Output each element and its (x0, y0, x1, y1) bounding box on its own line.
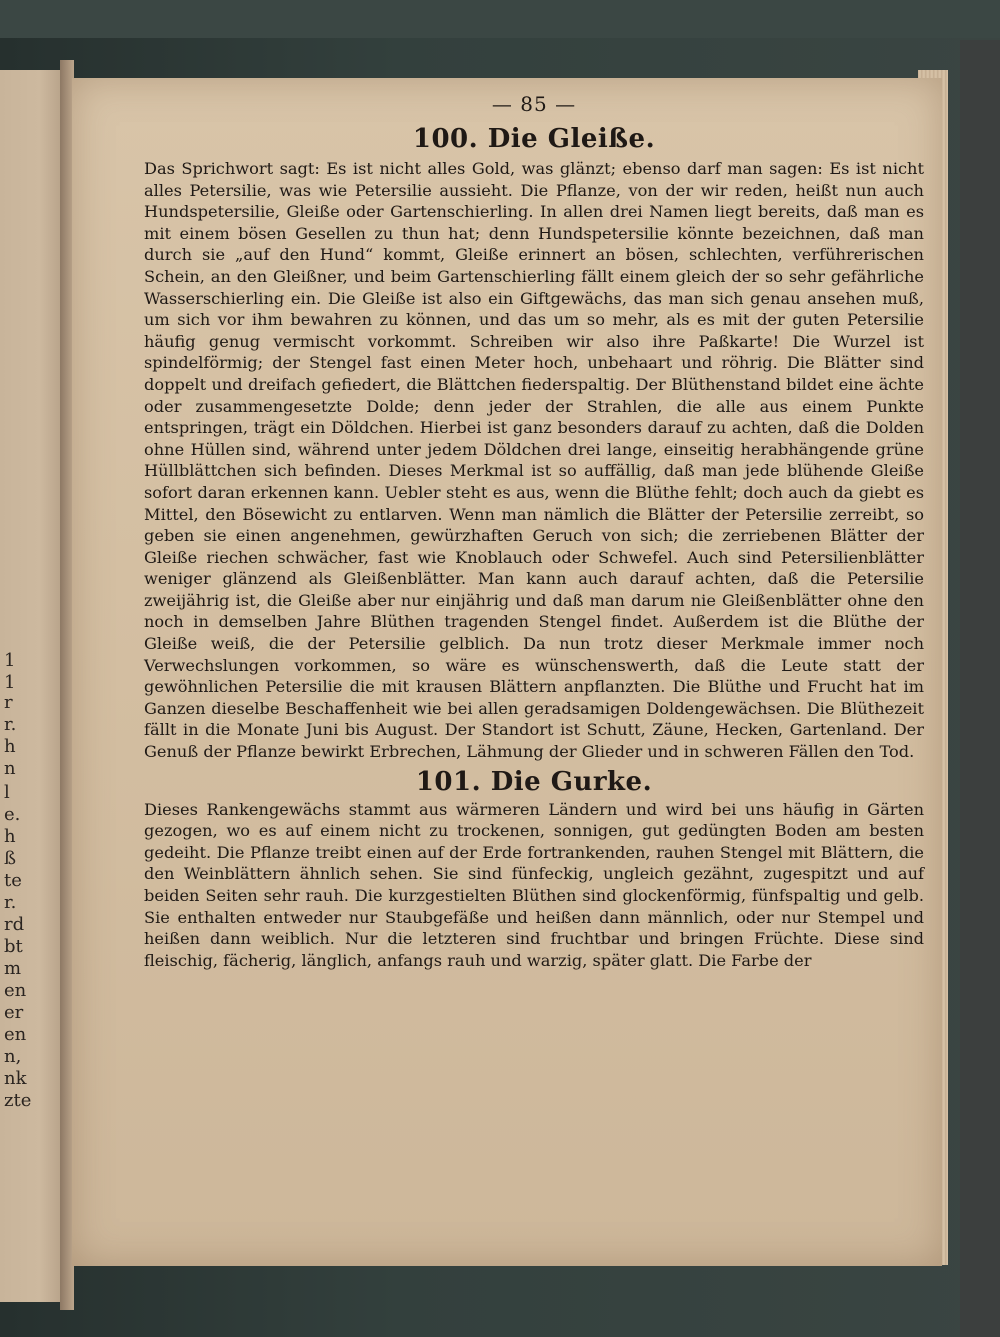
left-page-fragment: r. (4, 892, 17, 913)
section-title: 100. Die Gleiße. (412, 124, 656, 154)
left-facing-page (0, 70, 66, 1302)
left-page-fragment: en (4, 980, 27, 1001)
section-title: 101. Die Gurke. (415, 766, 653, 797)
left-page-fragment: m (4, 958, 22, 979)
left-page-fragment: r. (4, 714, 17, 735)
left-page-fragment: n (4, 758, 16, 779)
left-page-fragment: rd (4, 914, 25, 935)
left-page-fragment: h (4, 826, 16, 847)
left-page-fragment: h (4, 736, 16, 757)
left-page-fragment: nk (4, 1068, 27, 1089)
left-page-fragment: zte (4, 1090, 32, 1111)
book-page (72, 78, 942, 1266)
left-page-fragment: r (4, 692, 13, 713)
left-page-fragment: en (4, 1024, 27, 1045)
left-page-fragment: l (4, 782, 10, 803)
book-cover-right (960, 40, 1000, 1337)
section-body: Das Sprichwort sagt: Es ist nicht alles Gold, was glänzt; ebenso darf man sagen: Es ist nicht alles Petersilie, was wie Petersilie aussieht. Die Pflanze, von der wir reden, heißt nun auch Hundspetersilie, Gleiße oder Gartenschierling. In allen drei Namen liegt bereits, daß man es mit einem bösen Gesellen zu thun hat; denn Hundspetersilie könnte bezeichnen, daß man durch sie „auf den Hund“ kommt, Gleiße erinnert an bösen, schlechten, verführerischen Schein, an den Gleißner, und beim Gartenschierling fällt einem gleich der so sehr gefährliche Wasserschierling ein. Die Gleiße ist also ein Giftgewächs, das man sich genau ansehen muß, um sich vor ihm bewahren zu können, und das um so mehr, als es mit der guten Petersilie häufig genug vermischt vorkommt. Schreiben wir also ihre Paßkarte! Die Wurzel ist spindelförmig; der Stengel fast einen Meter hoch, unbehaart und röhrig. Die Blätter sind doppelt und dreifach gefiedert, die Blättchen fiederspaltig. Der Blüthenstand bildet eine ächte oder zusammengesetzte Dolde; denn jeder der Strahlen, die alle aus einem Punkte entspringen, trägt ein Döldchen. Hierbei ist ganz besonders darauf zu achten, daß die Dolden ohne Hüllen sind, während unter jedem Döldchen drei lange, einseitig herabhängende grüne Hüllblättchen sich befinden. Dieses Merkmal ist so auffällig, daß man jede blühende Gleiße sofort daran erkennen kann. Uebler steht es aus, wenn die Blüthe fehlt; doch auch da giebt es Mittel, den Bösewicht zu entlarven. Wenn man nämlich die Blätter der Petersilie zerreibt, so geben sie einen angenehmen, gewürzhaften Geruch von sich; die zerriebenen Blätter der Gleiße riechen schwächer, fast wie Knoblauch oder Schwefel. Auch sind Petersilienblätter weniger glänzend als Gleißenblätter. Man kann auch darauf achten, daß die Petersilie zweijährig ist, die Gleiße aber nur einjährig und daß man darum nie Gleißenblätter ohne den noch in demselben Jahre Blüthen tragenden Stengel findet. Außerdem ist die Blüthe der Gleiße weiß, die der Petersilie gelblich. Da nun trotz dieser Merkmale immer noch Verwechslungen vorkommen, so wäre es wünschenswerth, daß die Leute statt der gewöhnlichen Petersilie die mit krausen Blättern anpflanzten. Die Blüthe und Frucht hat im Ganzen dieselbe Beschaffenheit wie bei allen geradsamigen Doldengewächsen. Die Blüthezeit fällt in die Monate Juni bis August. Der Standort ist Schutt, Zäune, Hecken, Gartenland. Der Genuß der Pflanze bewirkt Erbrechen, Lähmung der Glieder und in schweren Fällen den Tod. (144, 159, 924, 762)
section-body: Dieses Rankengewächs stammt aus wärmeren Ländern und wird bei uns häufig in Gärten gezogen, wo es auf einem nicht zu trockenen, sonnigen, gut gedüngten Boden am besten gedeiht. Die Pflanze treibt einen auf der Erde fortrankenden, rauhen Stengel mit Blättern, die den Weinblättern ähnlich sehen. Sie sind fünfeckig, ungleich gezähnt, zugespitzt und auf beiden Seiten sehr rauh. Die kurzgestielten Blüthen sind glockenförmig, fünfspaltig und gelb. Sie enthalten entweder nur Staubgefäße und heißen dann männlich, oder nur Stempel und heißen dann weiblich. Nur die letzteren sind fruchtbar und bringen Früchte. Diese sind fleischig, fächerig, länglich, anfangs rauh und warzig, später glatt. Die Farbe der (144, 799, 924, 970)
left-page-fragment: er (4, 1002, 24, 1023)
left-page-fragment: bt (4, 936, 23, 957)
page-content (144, 92, 924, 971)
page-number: — 85 — (491, 92, 577, 116)
left-page-fragment: e. (4, 804, 21, 825)
left-page-fragment: 1 (4, 672, 16, 693)
left-page-fragment: te (4, 870, 22, 891)
book-cover-top (0, 0, 1000, 38)
left-page-fragment: ß (4, 848, 17, 869)
left-page-fragment: 1 (4, 650, 16, 671)
left-page-fragment: n, (4, 1046, 22, 1067)
